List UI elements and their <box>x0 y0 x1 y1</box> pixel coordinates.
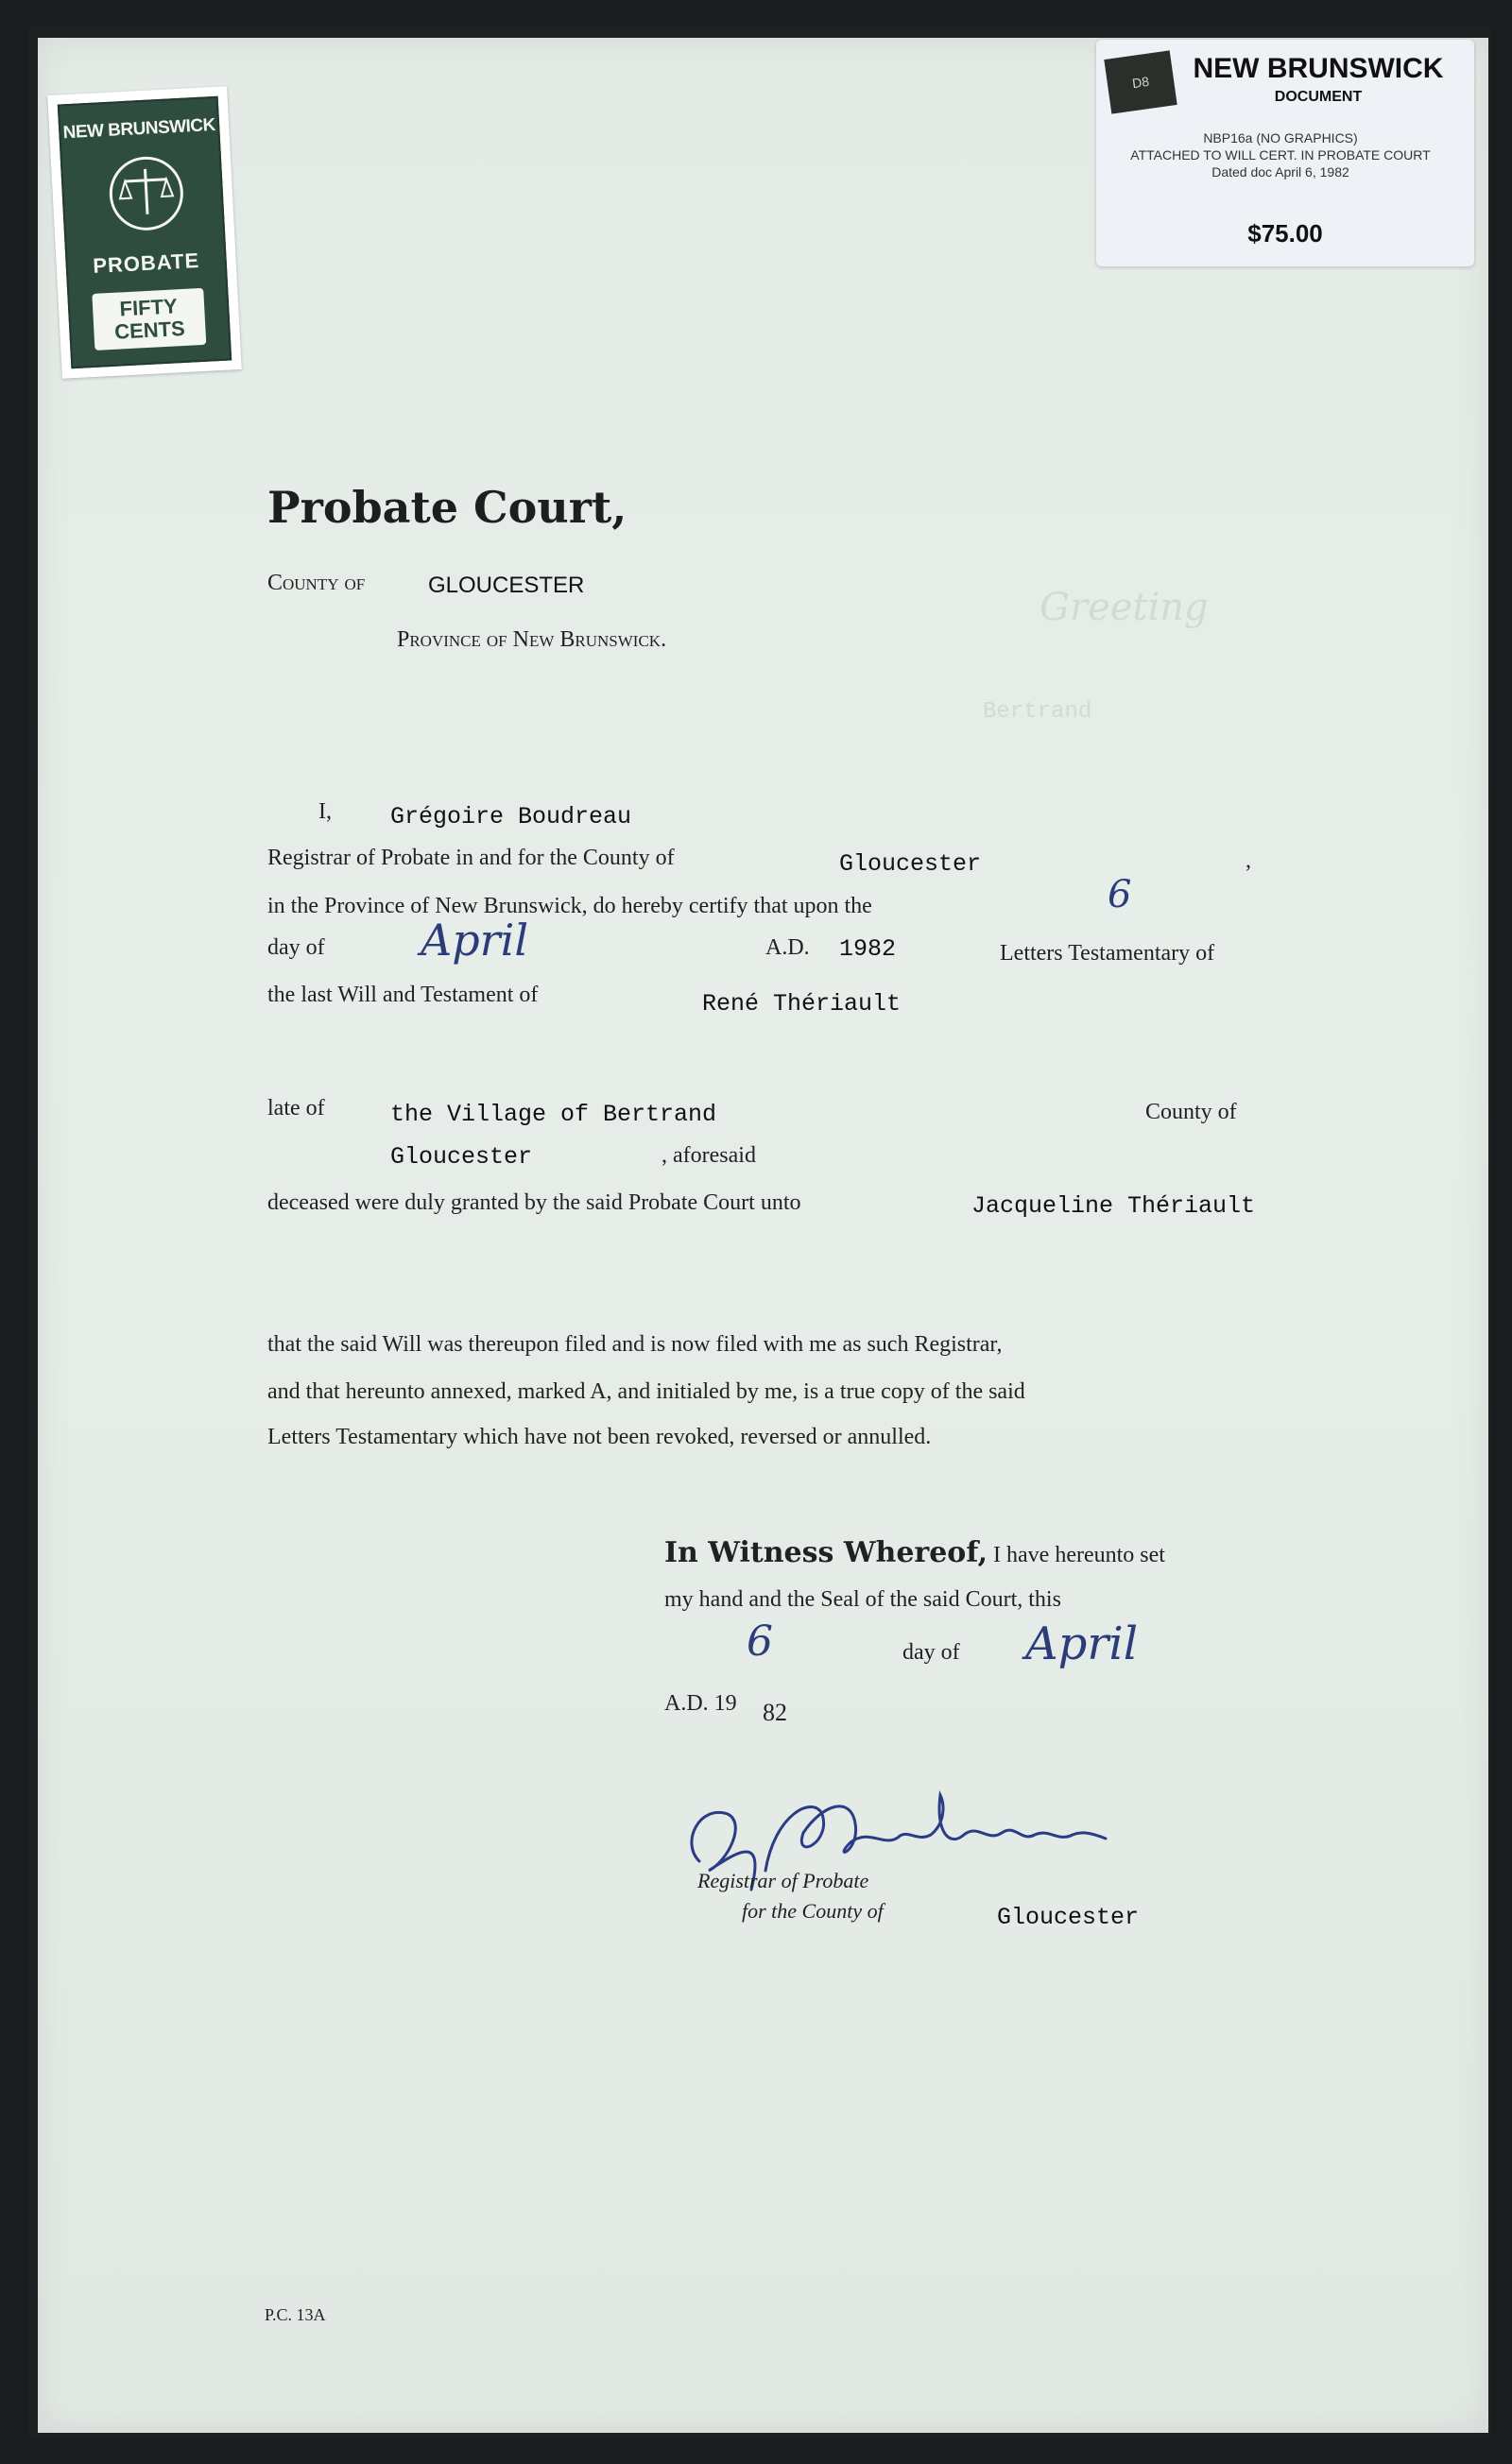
signature-for: for the County of <box>742 1899 884 1923</box>
witness-ad: A.D. 19 <box>664 1691 737 1716</box>
probate-revenue-stamp <box>47 86 241 379</box>
county-of-label: County of <box>1145 1100 1237 1124</box>
stamp-top-text: NEW BRUNSWICK <box>62 114 216 144</box>
stamp-value-line2: CENTS <box>113 316 186 344</box>
label-catalog: NBP16a (NO GRAPHICS) <box>1203 130 1358 145</box>
registrar-name: Grégoire Boudreau <box>390 803 632 830</box>
witness-line-2: my hand and the Seal of the said Court, this <box>664 1587 1061 1612</box>
month-handwritten: April <box>421 915 529 966</box>
stamp-thumbnail: D8 <box>1104 50 1177 113</box>
county-value: GLOUCESTER <box>428 573 585 598</box>
granted-line: deceased were duly granted by the said Probate Court unto <box>267 1190 801 1215</box>
witness-heading: In Witness Whereof, <box>664 1536 988 1569</box>
dealer-label <box>1096 40 1474 266</box>
province-line: in the Province of New Brunswick, do hereby certify that upon the <box>267 894 872 918</box>
will-line: the last Will and Testament of <box>267 983 539 1007</box>
county-label: County of <box>267 571 366 595</box>
deceased-name: René Thériault <box>702 990 902 1018</box>
stamp-middle-text: PROBATE <box>92 248 200 278</box>
probate-certificate <box>38 38 1488 2433</box>
county-line <box>267 571 365 596</box>
signature-county: Gloucester <box>997 1904 1140 1931</box>
witness-rest: I have hereunto set <box>993 1543 1165 1567</box>
witness-day-of: day of <box>902 1640 960 1665</box>
county-of-value: Gloucester <box>390 1143 533 1171</box>
registrar-line: Registrar of Probate in and for the County of <box>267 846 675 870</box>
paragraph-line-1: that the said Will was thereupon filed and is now filed with me as such Registrar, <box>267 1332 1003 1357</box>
day-number-handwritten: 6 <box>1108 873 1132 916</box>
court-title: Probate Court, <box>267 482 627 533</box>
year-typed: 1982 <box>839 935 897 963</box>
ghost-text-bertrand: Bertrand <box>983 699 1092 725</box>
paragraph-line-3: Letters Testamentary which have not been revoked, reversed or annulled. <box>267 1425 932 1449</box>
stamp-face <box>58 96 232 369</box>
executor-name: Jacqueline Thériault <box>971 1192 1256 1220</box>
label-subtitle: DOCUMENT <box>1274 89 1363 105</box>
witness-day-handwritten: 6 <box>747 1617 773 1666</box>
paragraph-line-2: and that hereunto annexed, marked A, and initialed by me, is a true copy of the said <box>267 1379 1025 1404</box>
witness-line-1 <box>664 1536 1165 1569</box>
witness-year: 82 <box>763 1699 787 1726</box>
late-of-value: the Village of Bertrand <box>390 1101 717 1128</box>
label-title: NEW BRUNSWICK <box>1193 53 1444 84</box>
day-of-label: day of <box>267 935 325 960</box>
aforesaid: , aforesaid <box>662 1143 756 1168</box>
scales-of-justice-icon <box>108 155 185 232</box>
witness-month-handwritten: April <box>1025 1617 1139 1670</box>
i-label: I, <box>318 799 332 824</box>
registrar-county: Gloucester <box>839 850 982 878</box>
registrar-signature <box>662 1776 1153 1918</box>
stamp-value <box>92 288 206 351</box>
late-of-label: late of <box>267 1096 325 1121</box>
form-number: P.C. 13A <box>265 2305 326 2324</box>
registrar-comma: , <box>1246 848 1251 873</box>
ghost-text-greeting: Greeting <box>1040 586 1209 629</box>
label-description: ATTACHED TO WILL CERT. IN PROBATE COURT <box>1130 147 1431 163</box>
province-label: Province of New Brunswick. <box>397 627 667 652</box>
label-price: $75.00 <box>1247 219 1323 248</box>
label-dated: Dated doc April 6, 1982 <box>1211 164 1349 180</box>
stamp-value-line1: FIFTY <box>118 294 179 321</box>
letters-label: Letters Testamentary of <box>1000 941 1215 966</box>
ad-label: A.D. <box>765 935 810 960</box>
signature-title: Registrar of Probate <box>697 1869 869 1892</box>
